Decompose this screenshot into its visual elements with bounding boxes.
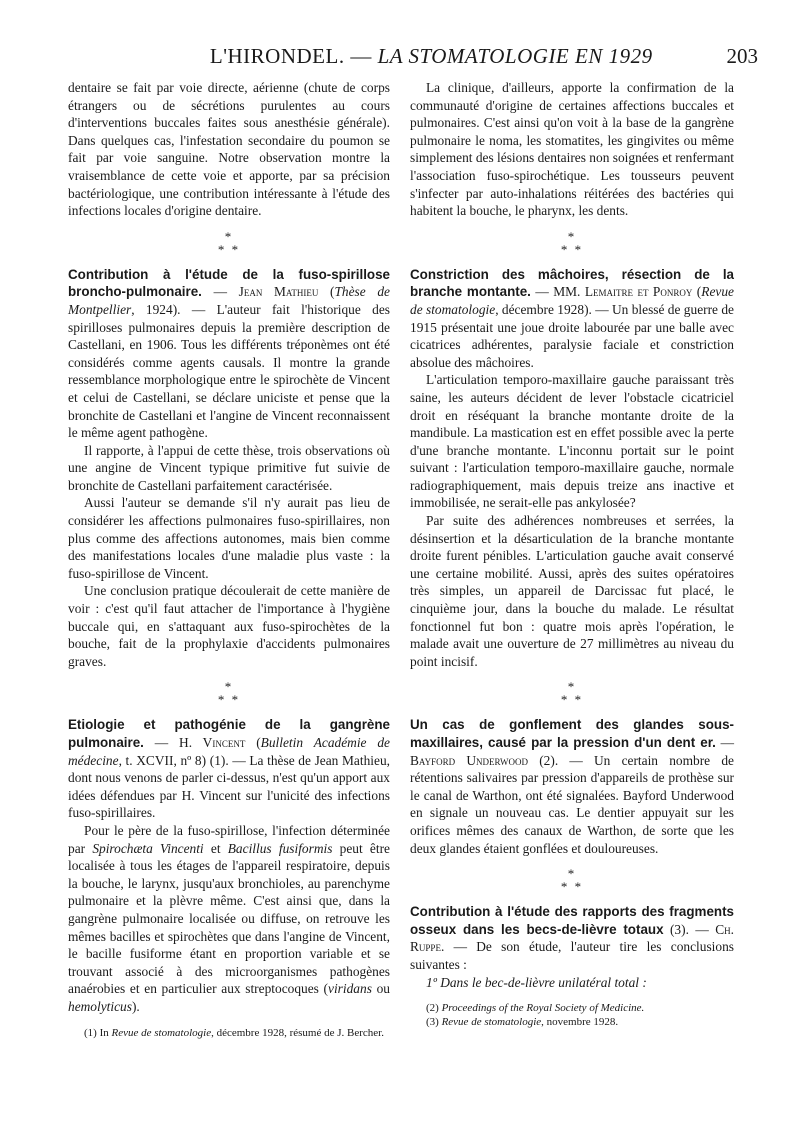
article-title: Contribution à l'étude des rapports des fragments osseux dans les becs-de-lièvre totaux (410, 904, 734, 937)
article-heading: Etiologie et pathogénie de la gangrène pulmonaire. — H. Vincent (Bulletin Académie de médecine, t. XCVII, nº 8) (1). — La thèse de Jean Mathieu, dont nous venons de parler ci-dessus, n'est qu'un apport aux idées défendues par H. Vincent sur l'unicité des infections fuso-spirillaires. (68, 717, 390, 821)
article-paragraph: Une conclusion pratique découlerait de cette manière de voir : c'est qu'il faut attacher de l'importance à l'hygiène buccale qui, en s'attaquant aux fuso-spirochètes de la bouche, fait de la prophylaxie d'accidents pulmonaires graves. (68, 583, 390, 669)
article-paragraph: Aussi l'auteur se demande s'il n'y aurait pas lieu de considérer les affections pulmonaires fuso-spirillaires, non plus comme des affections autonomes, mais bien comme des manifestations locales d'une maladie plus vaste : la fuso-spirillose de Vincent. (68, 495, 390, 581)
article-paragraph: Il rapporte, à l'appui de cette thèse, trois observations où une angine de Vincent typique primitive fut suivie de bronchite de Castellani parfaitement caractérisée. (68, 442, 390, 493)
running-title-journal: LA STOMATOLOGIE EN 1929 (377, 44, 653, 68)
article-author: Bayford Underwood (410, 752, 528, 768)
page-number: 203 (726, 44, 758, 68)
section-separator: * * * (560, 679, 584, 708)
article-paragraph: Pour le père de la fuso-spirillose, l'infection déterminée par Spirochæta Vincenti et Bacillus fusiformis peut être localisée à tous les étages de l'appareil respiratoire, depuis la bouche, le larynx, jusqu'aux bronchioles, au parenchyme pulmonaire et la plèvre même. C'est ainsi que, dans la gangrène pulmonaire localisée ou diffuse, on retrouve les mêmes bacilles et spirochètes que dans l'angine de Vincent, le bacille fusiforme étant en proportion variable et se trouvant associé à des microorganismes pathogènes anaérobies et en particulier aux streptocoques (viridans ou hemolyticus). (68, 822, 390, 1014)
running-header (66, 44, 758, 74)
article-title: Contribution à l'étude de la fuso-spirillose broncho-pulmonaire. (68, 266, 390, 300)
section-separator: * * * (217, 679, 241, 708)
section-separator: * * * (560, 866, 584, 895)
article-source: Thèse de Montpellier (68, 284, 390, 317)
continued-paragraph: La clinique, d'ailleurs, apporte la confirmation de la communauté d'origine de certaines affections buccales et pulmonaires. C'est ainsi qu'on voit à la base de la gangrène pulmonaire le noma, les stomatites, les gingivites ou même simplement des lésions dentaires non soignées et renfermant l'association fuso-spirochétique. Les tousseurs peuvent s'infecter par auto-inhalations réitérées des bactéries qui habitent la bouche, le pharynx, les dents. (410, 80, 734, 219)
article-heading: Un cas de gonflement des glandes sous-maxillaires, causé par la pression d'un dent er. — Bayford Underwood (2). — Un certain nombre de rétentions salivaires par pression d'appareils de prothèse sur le canal de Warthon, ont été signalées. Bayford Underwood en signale un nouveau cas. Le dentier appuyait sur les orifices mêmes des canaux de Warthon, de sorte que les deux glandes étaient gonflées et douloureuses. (410, 717, 734, 856)
running-title-author: L'HIRONDEL. — (209, 44, 378, 68)
footnote: (1) In Revue de stomatologie, décembre 1928, résumé de J. Bercher. (84, 1026, 384, 1039)
article-author: Jean Mathieu (238, 284, 319, 300)
article-heading: Contribution à l'étude des rapports des fragments osseux dans les becs-de-lièvre totaux (3). — Ch. Ruppe. — De son étude, l'auteur tire les conclusions suivantes : (410, 904, 734, 972)
footnote: (3) Revue de stomatologie, novembre 1928. (426, 1016, 619, 1029)
section-separator: * * * (560, 228, 584, 257)
article-title: Constriction des mâchoires, résection de la branche montante. (410, 266, 734, 300)
footnote: (2) Proceedings of the Royal Society of Medicine. (426, 1002, 645, 1015)
section-separator: * * * (217, 228, 241, 257)
article-author: Lemaitre et Ponroy (584, 284, 693, 300)
article-author: Ch. Ruppe (410, 921, 734, 955)
article-heading: Constriction des mâchoires, résection de la branche montante. — MM. Lemaitre et Ponroy (Revue de stomatologie, décembre 1928). — Un blessé de guerre de 1915 présentait une joue droite labourée par une balle avec cicatrices adhérentes, paralysie faciale et constriction absolue des mâchoires. (410, 266, 734, 370)
continued-paragraph: dentaire se fait par voie directe, aérienne (chute de corps étrangers ou de sécrétions purulentes au cours d'interventions buccales faites sous anesthésie générale). Dans quelques cas, l'infestation secondaire du poumon se fait par voie sanguine. Notre observation montre la vraisemblance de cette voie et apporte, par sa précision bactériologique, une contribution intéressante à l'étude des infections locales d'origine dentaire. (68, 80, 390, 219)
article-paragraph: L'articulation temporo-maxillaire gauche paraissant très saine, les auteurs décident de lever l'obstacle cicatriciel droit en réséquant la branche montante droite de la mandibule. La mastication est en effet possible avec la perte d'une branche montante. L'inconnu portait sur le point suivant : l'articulation temporo-maxillaire gauche, normale radiographiquement, mais depuis treize ans inactive et immobilisée, ne serait-elle pas ankylosée? (410, 372, 734, 511)
article-paragraph: L'auteur fait l'historique des spirilloses pulmonaires depuis la première description de Castellani, en 1906. Tous les différents tréponèmes ont été considérés comme agents causals. Il montre la grande ressemblance morphologique entre le spirochète de Vincent et celui de Castellani, se déclare uniciste et pense que la bronchite de Castellani et l'angine de Vincent reconnaissent le même agent pathogène. (68, 301, 390, 441)
article-source: Revue de stomatologie (410, 284, 734, 317)
running-title (66, 44, 727, 69)
list-item: 1º Dans le bec-de-lièvre unilatéral total : (426, 974, 647, 990)
article-title: Etiologie et pathogénie de la gangrène pulmonaire. (68, 717, 390, 750)
article-heading: Contribution à l'étude de la fuso-spirillose broncho-pulmonaire. — Jean Mathieu (Thèse de Montpellier, 1924). — L'auteur fait l'historique des spirilloses pulmonaires depuis la première description de Castellani, en 1906. Tous les différents tréponèmes ont été considérés comme agents causals. Il montre la grande ressemblance morphologique entre le spirochète de Vincent et celui de Castellani, se déclare uniciste et pense que la bronchite de Castellani et l'angine de Vincent reconnaissent le même agent pathogène. (68, 266, 390, 441)
right-column (410, 79, 734, 1029)
left-column (68, 79, 390, 1040)
article-paragraph: Un certain nombre de rétentions salivaires par pression d'appareils de prothèse sur le canal de Warthon, ont été signalées. Bayford Underwood en signale un nouveau cas. Le dentier appuyait sur les orifices mêmes des canaux de Warthon, de sorte que les deux glandes étaient gonflées et douloureuses. (410, 752, 734, 856)
article-paragraph: Par suite des adhérences nombreuses et serrées, la désinsertion et la désarticulation de la branche montante droite furent pénibles. L'articulation gauche avait conservé une certaine mobilité. Aussi, après des suites opératoires très simples, un appareil de Darcissac fut placé, le cinquième jour, dans la bouche du malade. Le résultat fonctionnel fut bon : quatre mois après l'opération, le malade avait une ouverture de 27 millimètres au niveau du point incisif. (410, 513, 734, 669)
article-source: Bulletin Académie de médecine (68, 735, 390, 768)
article-paragraph: La thèse de Jean Mathieu, dont nous venons de parler ci-dessus, n'est qu'un apport aux idées défendues par H. Vincent sur l'unicité des infections fuso-spirillaires. (68, 752, 390, 821)
article-author: H. Vincent (179, 735, 246, 750)
article-title: Un cas de gonflement des glandes sous-maxillaires, causé par la pression d'un dent er. (410, 717, 734, 750)
article-paragraph: Un blessé de guerre de 1915 présentait une joue droite labourée par une balle avec cicatrices adhérentes, paralysie faciale et constriction absolue des mâchoires. (410, 301, 734, 370)
